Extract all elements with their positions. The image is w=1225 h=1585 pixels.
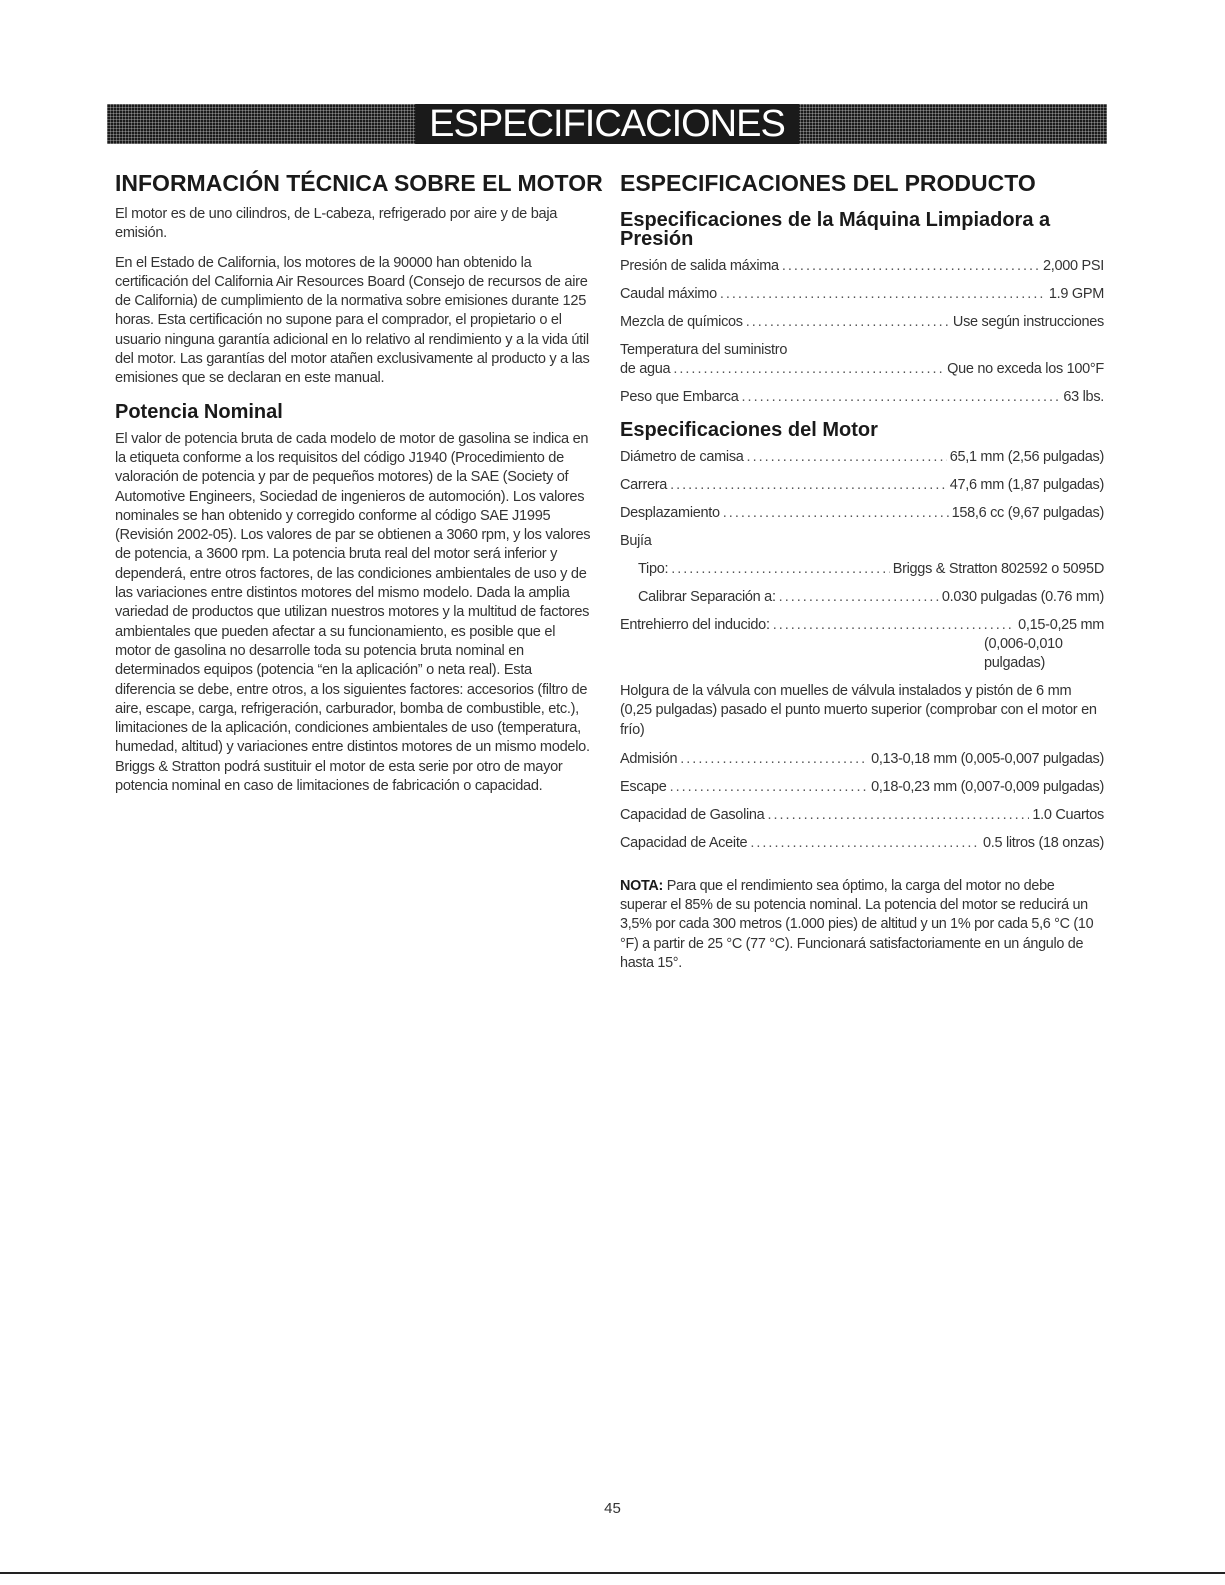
spec-value: 158,6 cc (9,67 pulgadas) <box>951 505 1104 521</box>
leader-dots <box>747 448 947 467</box>
note-label: NOTA: <box>620 877 663 894</box>
spec-value: 65,1 mm (2,56 pulgadas) <box>949 449 1104 465</box>
armature-value-continued <box>620 635 1104 673</box>
power-rating-heading: Potencia Nominal <box>115 400 283 423</box>
bottom-rule <box>0 1572 1225 1574</box>
left-column <box>115 170 603 806</box>
spec-row <box>620 560 1104 579</box>
spec-row <box>620 834 1104 853</box>
spec-value: 0,13-0,18 mm (0,005-0,007 pulgadas) <box>871 750 1104 767</box>
engine-tech-heading: INFORMACIÓN TÉCNICA SOBRE EL MOTOR <box>115 170 603 196</box>
leader-dots <box>773 616 1015 635</box>
spec-value: Use según instrucciones <box>952 314 1104 330</box>
spec-label: Admisión <box>620 750 678 767</box>
spec-row <box>620 285 1104 304</box>
spec-label: Desplazamiento <box>620 505 720 521</box>
spec-label: Peso que Embarca <box>620 389 739 405</box>
spec-row <box>620 616 1104 635</box>
leader-dots <box>767 806 1029 825</box>
spec-row <box>620 257 1104 276</box>
power-rating-paragraph: El valor de potencia bruta de cada modelo de motor de gasolina se indica en la etiqueta conforme a los requisitos del código J1940 (Procedimiento de valoración de potencia y par de pequeños motores) de la SAE (Society of Automotive Engineers, Sociedad de ingenieros de automoción). Los valores nominales se han obtenido y corregido conforme al código SAE J1995 (Revisión 2002-05). Los valores de par se obtienen a 3060 rpm, y los valores de potencia, a 3600 rpm. La potencia bruta real del motor será inferior y dependerá, entre otros factores, de las condiciones ambientales de uso y de las variaciones entre distintos motores del mismo modelo. Dada la amplia variedad de productos que utilizan nuestros motores y la multitud de factores ambientales que pueden afectar a su funcionamiento, es posible que el motor de gasolina no desarrolle toda su potencia bruta nominal en determinados equipos (potencia “en la aplicación” o neta real). Esta diferencia se debe, entre otros, a los siguientes factores: accesorios (filtro de aire, escape, carga, refrigeración, carburador, bomba de combustible, etc.), limitaciones de la aplicación, condiciones ambientales de uso (temperatura, humedad, altitud) y variaciones entre distintos motores de un mismo modelo. Briggs & Stratton podrá sustituir el motor de esta serie por otro de mayor potencia nominal en caso de limitaciones de fabricación o capacidad. <box>115 430 591 795</box>
spec-value: 47,6 mm (1,87 pulgadas) <box>949 477 1104 493</box>
spec-label: Entrehierro del inducido: <box>620 617 770 633</box>
page-number: 45 <box>604 1500 621 1517</box>
leader-dots <box>723 504 949 523</box>
spec-value: 63 lbs. <box>1063 389 1104 405</box>
spec-row <box>620 750 1104 769</box>
leader-dots <box>680 750 868 769</box>
spec-value-continued: (0,006-0,010 pulgadas) <box>984 636 1063 671</box>
water-temp-label-line: Temperatura del suministro <box>620 342 788 358</box>
spec-label: Calibrar Separación a: <box>638 589 776 605</box>
leader-dots <box>673 360 944 379</box>
note-text: Para que el rendimiento sea óptimo, la carga del motor no debe superar el 85% de su potencia nominal. La potencia del motor se reducirá un 3,5% por cada 300 metros (1.000 pies) de altitud y un 1% por cada 5,6 °C (10 °F) a partir de 25 °C (77 °C). Funcionará satisfactoriamente en un ángulo de hasta 15°. <box>620 877 1094 972</box>
performance-note <box>620 877 1104 973</box>
leader-dots <box>779 588 939 607</box>
spec-label: Escape <box>620 778 667 795</box>
spec-row <box>620 504 1104 523</box>
leader-dots <box>782 257 1040 276</box>
washer-specs-heading: Especificaciones de la Máquina Limpiadora a Presión <box>620 209 1051 250</box>
spec-label: Capacidad de Aceite <box>620 834 748 851</box>
leader-dots <box>670 476 947 495</box>
leader-dots <box>750 834 980 853</box>
spec-row <box>620 448 1104 467</box>
california-cert-paragraph: En el Estado de California, los motores de la 90000 han obtenido la certificación del California Air Resources Board (Consejo de recursos de aire de California) de cumplimiento de la normativa sobre emisiones durante 125 horas. Esta certificación no supone para el comprador, el propietario o el usuario ninguna garantía adicional en lo relativo al rendimiento y a la vida útil del motor. Las garantías del motor atañen exclusivamente al producto y a las emisiones que se declaran en este manual. <box>115 254 590 387</box>
spec-value: 0.5 litros (18 onzas) <box>982 834 1104 851</box>
section-banner <box>107 104 1107 144</box>
spec-label: Diámetro de camisa <box>620 449 744 465</box>
valve-clearance-paragraph: Holgura de la válvula con muelles de válvula instalados y pistón de 6 mm (0,25 pulgadas) pasado el punto muerto superior (comprobar con el motor en frío) <box>620 683 1097 738</box>
right-column <box>620 170 1104 973</box>
spec-value: 1.0 Cuartos <box>1032 806 1104 823</box>
spec-value: 1.9 GPM <box>1048 286 1104 302</box>
leader-dots <box>671 560 890 579</box>
spark-plug-label: Bujía <box>620 533 652 549</box>
spec-value: 0,15-0,25 mm <box>1018 617 1104 633</box>
spec-label: Caudal máximo <box>620 286 717 302</box>
product-specs-heading: ESPECIFICACIONES DEL PRODUCTO <box>620 170 1036 196</box>
spec-value: Que no exceda los 100°F <box>947 361 1104 377</box>
leader-dots <box>746 313 950 332</box>
banner-title: ESPECIFICACIONES <box>415 104 799 144</box>
leader-dots <box>742 388 1061 407</box>
spec-row <box>620 778 1104 797</box>
spec-label: Capacidad de Gasolina <box>620 806 765 823</box>
spec-value: 0,18-0,23 mm (0,007-0,009 pulgadas) <box>871 778 1104 795</box>
leader-dots <box>670 778 868 797</box>
spec-value: 0.030 pulgadas (0.76 mm) <box>941 589 1104 605</box>
spec-label: de agua <box>620 361 671 377</box>
spec-label: Tipo: <box>638 561 669 577</box>
spec-value: 2,000 PSI <box>1043 258 1104 274</box>
spec-row <box>620 806 1104 825</box>
spec-label: Presión de salida máxima <box>620 258 779 274</box>
spec-value: Briggs & Stratton 802592 o 5095D <box>892 561 1104 577</box>
leader-dots <box>720 285 1046 304</box>
spec-row <box>620 476 1104 495</box>
motor-specs-heading: Especificaciones del Motor <box>620 419 878 441</box>
spec-row <box>620 588 1104 607</box>
spec-row <box>620 360 1104 379</box>
spec-row <box>620 313 1104 332</box>
spec-label: Carrera <box>620 477 668 493</box>
engine-intro-paragraph: El motor es de uno cilindros, de L-cabeza, refrigerado por aire y de baja emisión. <box>115 206 558 242</box>
spec-row <box>620 388 1104 407</box>
spec-label: Mezcla de químicos <box>620 314 743 330</box>
